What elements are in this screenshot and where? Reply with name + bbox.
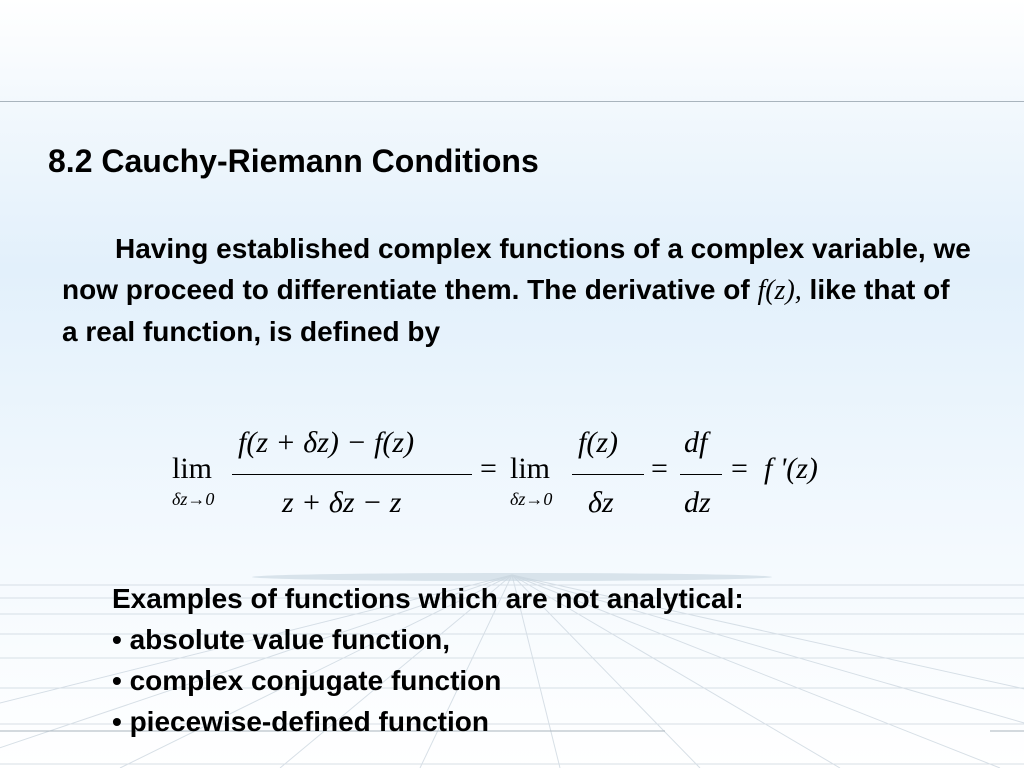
example-item-absolute-value: • absolute value function, (112, 624, 451, 655)
derivative-formula (168, 416, 858, 526)
examples-list (112, 619, 744, 742)
equals-sign-3: = (731, 452, 748, 485)
example-item-piecewise: • piecewise-defined function (112, 706, 489, 737)
limit-operator-1: lim (172, 452, 213, 485)
limit-subscript-1: δz→0 (172, 489, 215, 509)
fraction-3-denominator: dz (684, 486, 711, 519)
header-rule (0, 101, 1024, 102)
paragraph-text-start: Having established complex functions of a complex variable, we now proceed to differentiate them. The derivative of (62, 233, 971, 305)
inline-math-fz: f(z), (757, 275, 802, 306)
fraction-3-bar (680, 474, 722, 475)
equals-sign-1: = (480, 452, 497, 485)
fraction-3-numerator: df (684, 426, 708, 459)
paragraph-text-end: like that of a real function, is defined by (62, 274, 950, 347)
example-item-complex-conjugate: • complex conjugate function (112, 665, 502, 696)
slide-title: 8.2 Cauchy-Riemann Conditions (48, 143, 539, 179)
limit-operator-2: lim (510, 452, 551, 485)
fraction-1-bar (232, 474, 472, 475)
intro-paragraph (62, 228, 972, 352)
fraction-2-bar (572, 474, 644, 475)
derivative-result: f '(z) (764, 452, 818, 485)
examples-heading: Examples of functions which are not analytical: (112, 583, 744, 614)
limit-subscript-2: δz→0 (510, 489, 553, 509)
fraction-2-denominator: δz (588, 486, 614, 519)
fraction-1-numerator: f(z + δz) − f(z) (238, 426, 415, 459)
examples-block (112, 578, 744, 742)
equals-sign-2: = (651, 452, 668, 485)
fraction-2-numerator: f(z) (578, 426, 618, 459)
fraction-1-denominator: z + δz − z (282, 486, 402, 519)
